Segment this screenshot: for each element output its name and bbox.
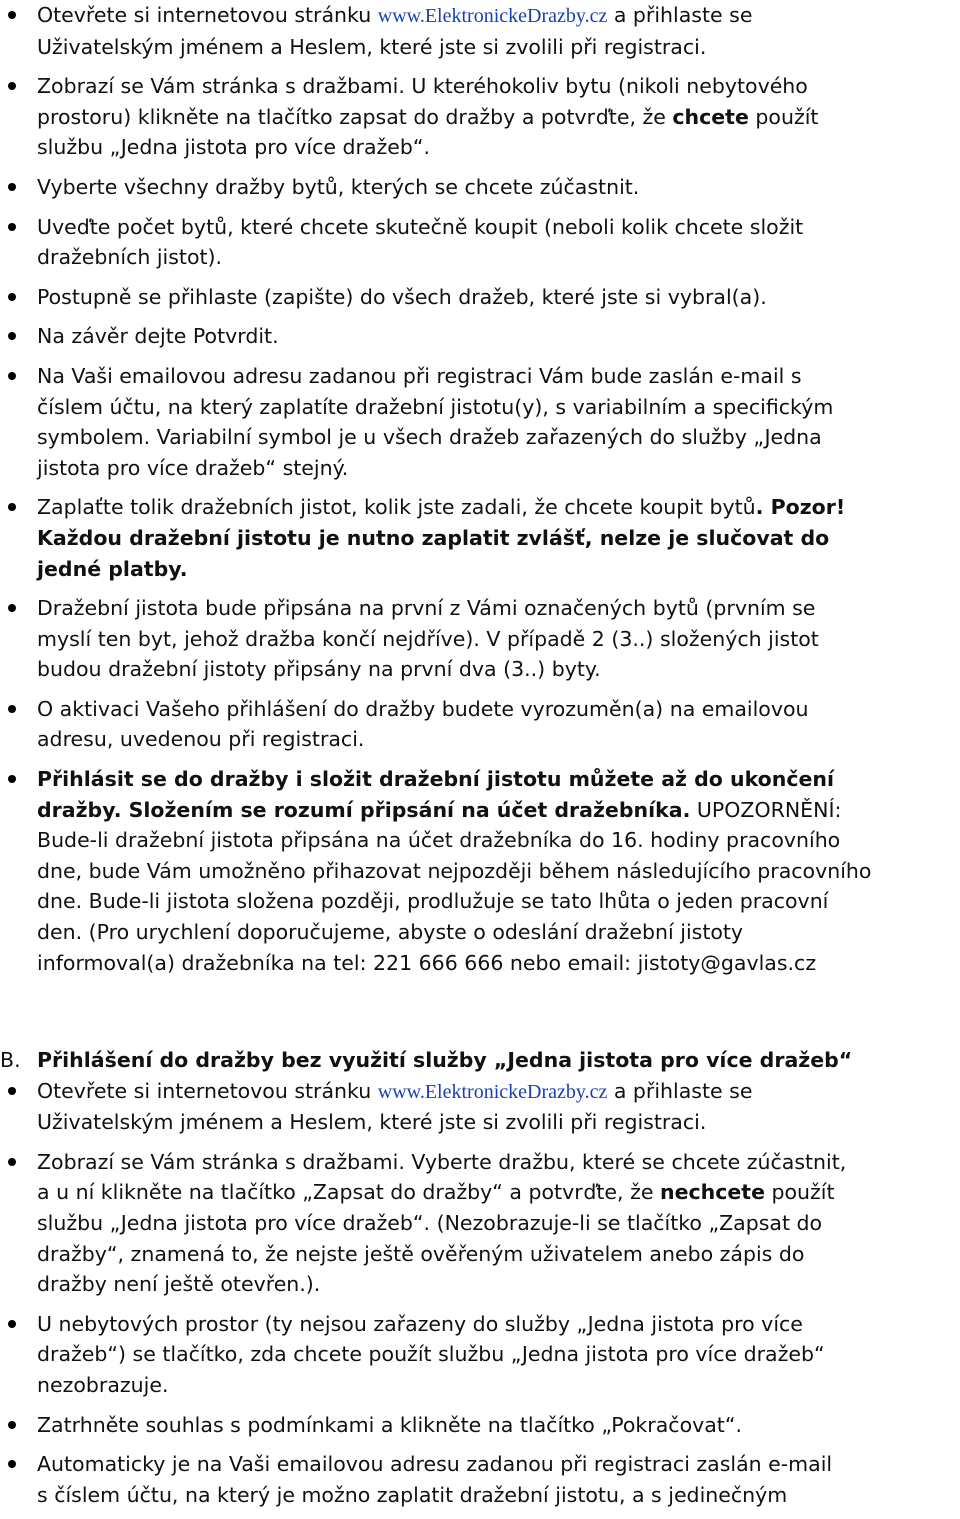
text-line [37,1076,852,1108]
text-segment: číslem účtu, na který zaplatíte dražební jistotu(y), s variabilním a specifickým [37,394,834,419]
text-line [37,764,871,795]
text-line [37,1309,852,1340]
text-segment: Zobrazí se Vám stránka s dražbami. U kteréhokoliv bytu (nikoli nebytového [37,74,808,99]
text-segment: Každou dražební jistotu je nutno zaplatit zvlášť, nelze je slučovat do [37,525,830,550]
text-segment: Na Vaši emailovou adresu zadanou při registraci Vám bude zaslán e-mail s [37,363,802,388]
text-segment: dne, bude Vám umožněno přihazovat nejpozději během následujícího pracovního [37,858,872,883]
section-letter: B. [0,1048,21,1072]
text-line [37,825,871,856]
text-line [37,1449,852,1480]
text-segment: Bude-li dražební jistota připsána na účet dražebníka do 16. hodiny pracovního [37,828,841,853]
list-item [0,593,871,685]
text-line [37,242,871,273]
text-segment: Automaticky je na Vaši emailovou adresu zadanou při registraci zaslán e-mail [37,1452,833,1477]
bullet-icon [8,1087,16,1095]
list-item [0,172,871,203]
section-heading: Přihlášení do dražby bez využití služby „Jedna jistota pro více dražeb“ [37,1048,853,1072]
text-segment: dražby není ještě otevřen.). [37,1272,321,1297]
text-segment: . Pozor! [755,495,846,520]
text-line [37,1339,852,1370]
text-line [37,282,871,313]
text-segment: použít [764,1180,835,1205]
text-segment: Uživatelským jménem a Heslem, které jste si zvolili při registraci. [37,34,707,59]
bullet-icon [8,503,16,511]
text-line [37,212,871,243]
section-b [0,1045,852,1519]
text-segment: Zatrhněte souhlas s podmínkami a klikněte na tlačítko „Pokračovat“. [37,1412,742,1437]
text-line [37,172,871,203]
bullet-icon [8,11,16,19]
text-segment: Zobrazí se Vám stránka s dražbami. Vyberte dražbu, které se chcete zúčastnit, [37,1149,847,1174]
bullet-icon [8,1158,16,1166]
text-line [37,886,871,917]
text-line [37,795,871,826]
list-item [0,1076,852,1138]
text-line [37,654,871,685]
bullet-icon [8,293,16,301]
bullet-icon [8,183,16,191]
text-line [37,392,871,423]
text-line [37,1410,852,1441]
text-line [37,948,871,979]
bullet-icon [8,604,16,612]
text-line [37,1208,852,1239]
text-line [37,132,871,163]
text-line [37,102,871,133]
text-segment: dražby. Složením se rozumí připsání na účet dražebníka. [37,797,691,822]
text-segment: Přihlásit se do dražby i složit dražební jistotu můžete až do ukončení [37,767,835,792]
bullet-icon [8,1320,16,1328]
list-item [0,0,871,62]
text-segment: jistota pro více dražeb“ stejný. [37,455,349,480]
list-item [0,282,871,313]
text-segment: myslí ten byt, jehož dražba končí nejdříve). V případě 2 (3..) složených jistot [37,626,819,651]
text-line [37,917,871,948]
bullet-icon [8,332,16,340]
text-segment: a přihlaste se [607,3,753,27]
text-segment: Otevřete si internetovou stránku [37,3,378,27]
text-line [37,1107,852,1138]
bullet-icon [8,1421,16,1429]
text-line [37,71,871,102]
bullet-icon [8,775,16,783]
list-item [0,212,871,273]
text-line [37,492,871,523]
text-line [37,523,871,554]
text-segment: jedné platby. [37,556,188,581]
text-line [37,554,871,585]
text-segment: nechcete [659,1180,765,1205]
text-line [37,724,871,755]
text-segment: dražeb“) se tlačítko, zda chcete použít službu „Jedna jistota pro více dražeb“ [37,1342,825,1367]
text-segment: den. (Pro urychlení doporučujeme, abyste o odeslání dražební jistoty [37,920,744,945]
text-line [37,624,871,655]
text-segment: a u ní klikněte na tlačítko „Zapsat do dražby“ a potvrďte, že [37,1180,660,1205]
bullet-icon [8,82,16,90]
text-segment: UPOZORNĚNÍ: [690,797,842,822]
text-line [37,1239,852,1270]
text-segment: budou dražební jistoty připsány na první dva (3..) byty. [37,657,601,682]
text-line [37,321,871,352]
text-segment: Uživatelským jménem a Heslem, které jste si zvolili při registraci. [37,1110,707,1135]
text-segment: Otevřete si internetovou stránku [37,1078,378,1103]
text-line [37,1269,852,1300]
text-line [37,1177,852,1208]
text-segment: nezobrazuje. [37,1372,169,1397]
text-segment: Vyberte všechny dražby bytů, kterých se chcete zúčastnit. [37,174,640,199]
text-segment: dražebních jistot). [37,245,223,270]
text-line [37,694,871,725]
text-segment: službu „Jedna jistota pro více dražeb“. [37,135,431,160]
website-link[interactable]: www.ElektronickeDrazby.cz [377,1080,608,1103]
list-item [0,1410,852,1441]
text-line [37,32,871,63]
list-item [0,764,871,978]
text-line [37,1147,852,1178]
bullet-icon [8,705,16,713]
text-segment: Uveďte počet bytů, které chcete skutečně koupit (neboli kolik chcete složit [37,214,804,239]
list-item [0,694,871,755]
text-segment: adresu, uvedenou při registraci. [37,727,365,752]
text-segment: Postupně se přihlaste (zapište) do všech dražeb, které jste si vybral(a). [37,284,767,309]
text-segment: službu „Jedna jistota pro více dražeb“. (Nezobrazuje-li se tlačítko „Zapsat do [37,1210,823,1235]
text-line [37,0,871,32]
text-segment: informoval(a) dražebníka na tel: 221 666 666 nebo email: jistoty@gavlas.cz [37,950,817,975]
bullet-icon [8,1460,16,1468]
list-item [0,1309,852,1401]
text-segment: O aktivaci Vašeho přihlášení do dražby budete vyrozuměn(a) na emailovou [37,696,809,721]
website-link[interactable]: www.ElektronickeDrazby.cz [377,5,608,27]
text-line [37,361,871,392]
list-item [0,1449,852,1510]
list-item [0,321,871,352]
list-item [0,492,871,584]
text-line [37,1370,852,1401]
list-item [0,1147,852,1300]
text-line [37,1480,852,1511]
text-segment: symbolem. Variabilní symbol je u všech dražeb zařazených do služby „Jedna [37,425,822,450]
section-b-list [0,1076,852,1511]
section-b-header [0,1045,852,1076]
bullet-icon [8,372,16,380]
text-segment: dražby“, znamená to, že nejste ještě ověřeným uživatelem anebo zápis do [37,1241,805,1266]
text-line [37,422,871,453]
text-line [37,593,871,624]
list-item [0,361,871,483]
text-segment: chcete [672,104,749,129]
bullet-icon [8,223,16,231]
list-item [0,71,871,163]
text-segment: Na závěr dejte Potvrdit. [37,324,279,349]
text-line [37,856,871,887]
text-segment: použít [748,104,819,129]
text-line [37,453,871,484]
text-segment: dne. Bude-li jistota složena později, prodlužuje se tato lhůta o jeden pracovní [37,889,829,914]
text-segment: U nebytových prostor (ty nejsou zařazeny do služby „Jedna jistota pro více [37,1311,803,1336]
text-segment: prostoru) klikněte na tlačítko zapsat do dražby a potvrďte, že [37,104,673,129]
text-segment: a přihlaste se [607,1078,753,1103]
text-segment: Dražební jistota bude připsána na první z Vámi označených bytů (prvním se [37,596,816,621]
text-segment: s číslem účtu, na který je možno zaplatit dražební jistotu, a s jedinečným [37,1482,788,1507]
text-segment: Zaplaťte tolik dražebních jistot, kolik jste zadali, že chcete koupit bytů [37,495,756,520]
